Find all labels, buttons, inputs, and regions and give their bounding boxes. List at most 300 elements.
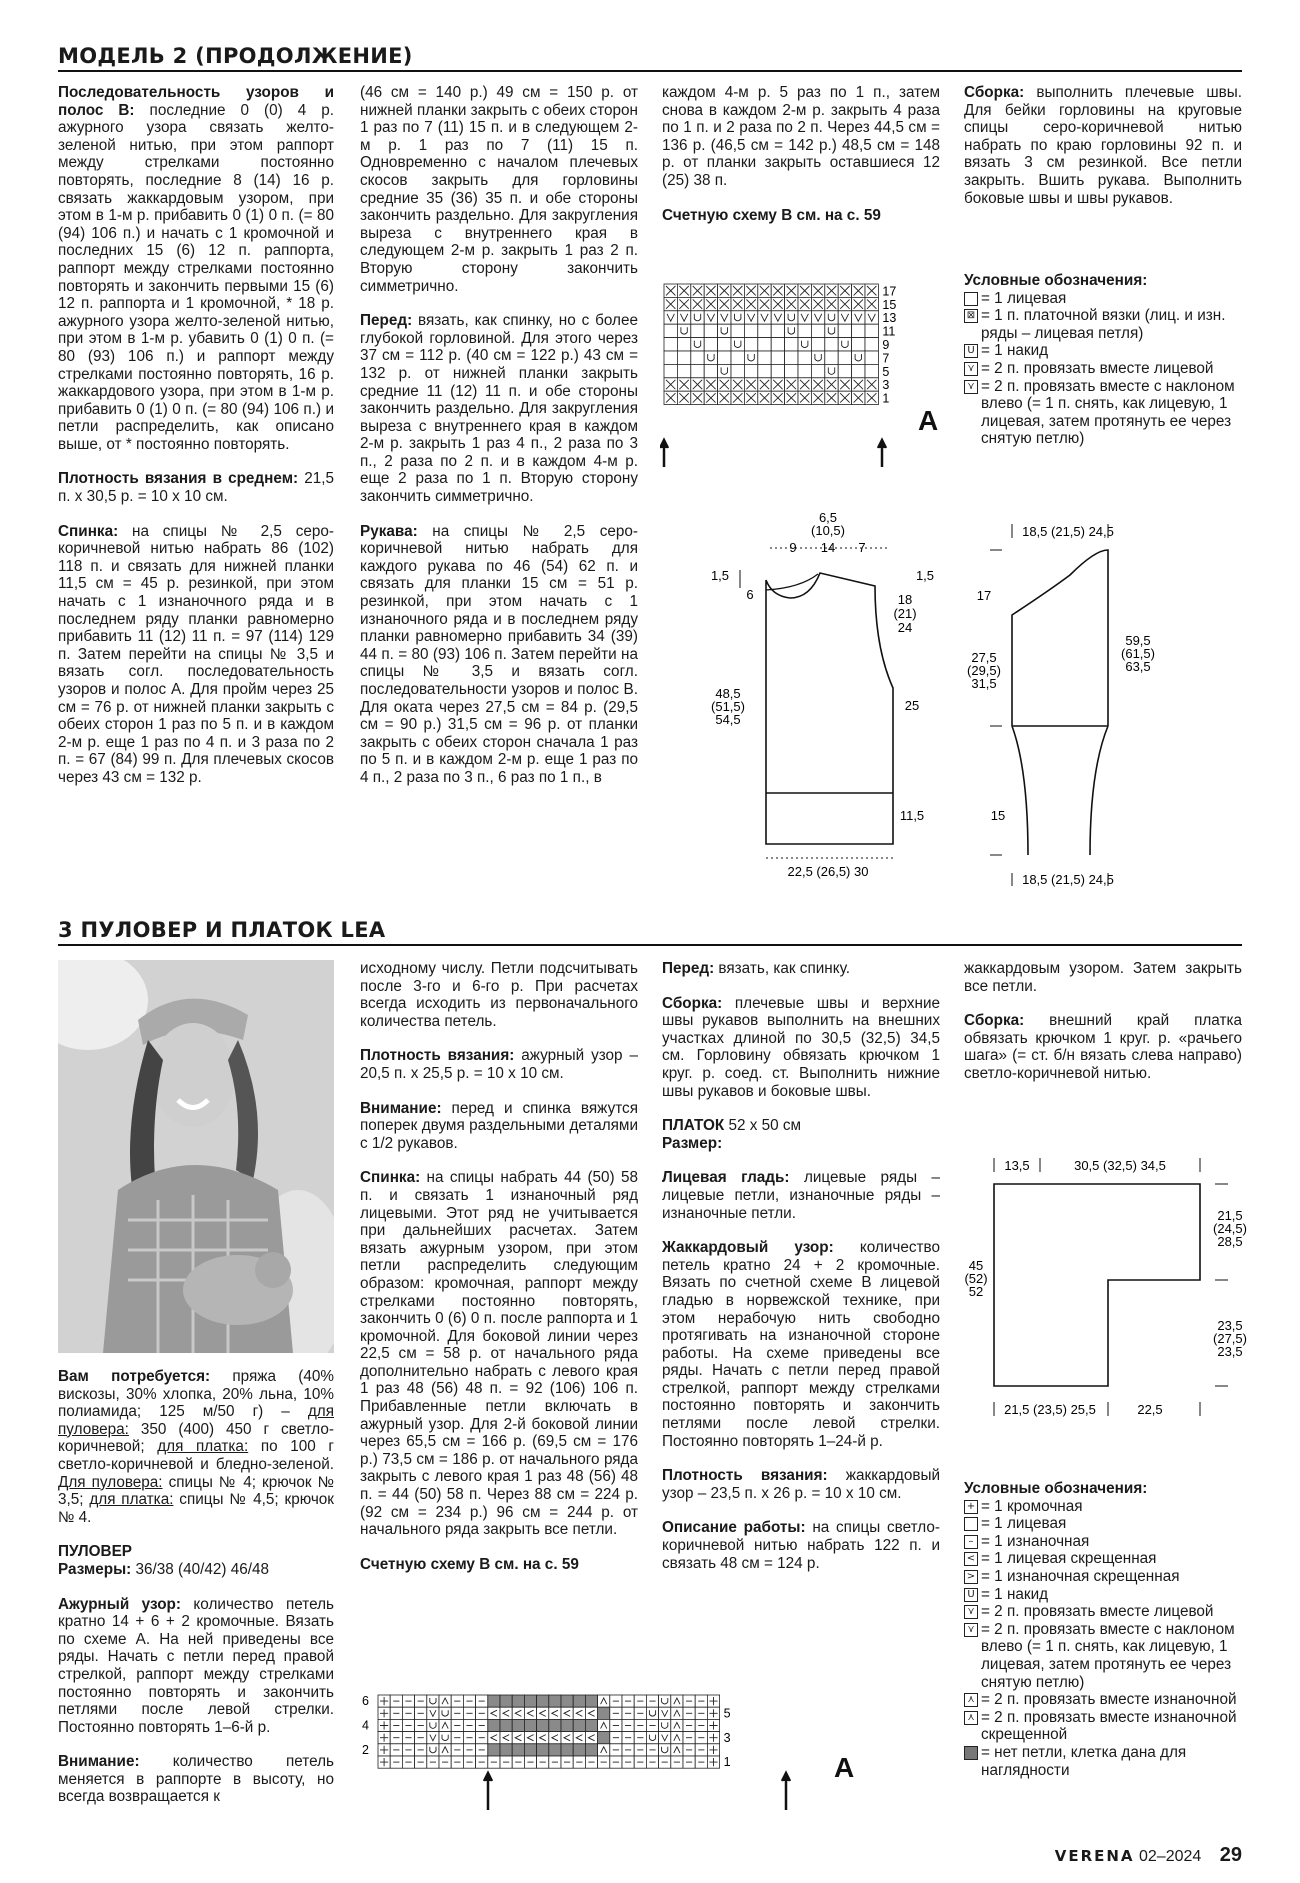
legend-symbol-icon: U <box>964 1588 978 1602</box>
section1-chart-row-labels <box>882 284 896 405</box>
chart-cell <box>561 1695 573 1707</box>
chart-cell <box>771 324 784 337</box>
sleeve-l17: 17 <box>976 588 992 603</box>
legend-item <box>964 360 1242 378</box>
paragraph <box>360 1047 638 1082</box>
chart-cell <box>561 1719 573 1731</box>
row-number: 1 <box>723 1755 731 1770</box>
row-number: 5 <box>882 364 890 379</box>
magazine-brand: VERENA <box>1054 1847 1135 1865</box>
chart-cell <box>512 1719 524 1731</box>
legend-item <box>964 1603 1242 1621</box>
legend-title: Условные обозначения: <box>964 272 1148 289</box>
dim-width: 22,5 (26,5) 30 <box>787 864 869 879</box>
chart-cell <box>731 324 744 337</box>
section1-chart-a <box>660 282 950 482</box>
legend-text: = 2 п. провязать вместе лицевой <box>981 1603 1214 1621</box>
chart-cell <box>549 1719 561 1731</box>
chart-cell <box>659 1719 671 1731</box>
chart-cell <box>785 351 798 364</box>
chart-cell <box>671 1744 683 1756</box>
text-run: Счетную схему В см. на с. 59 <box>662 206 881 224</box>
chart-cell <box>439 1732 451 1744</box>
sleeve-l295: (29,5) <box>967 663 1001 678</box>
neck-curve <box>766 574 818 590</box>
row-number: 11 <box>882 324 896 339</box>
chart-cell <box>811 351 824 364</box>
section1-chart-letter: A <box>918 405 939 436</box>
paragraph <box>58 470 334 505</box>
text-run: Размер: <box>662 1134 723 1152</box>
chart-cell <box>427 1695 439 1707</box>
chart-cell <box>825 351 838 364</box>
legend-symbol-icon: U <box>964 344 978 358</box>
sleeve-r595: 59,5 <box>1125 633 1151 648</box>
chart-cell <box>785 324 798 337</box>
chart-cell <box>677 364 690 377</box>
legend-title: Условные обозначения: <box>964 1480 1148 1497</box>
chart-cell <box>549 1732 561 1744</box>
legend-item <box>964 1744 1242 1779</box>
shawl-l45: 45 <box>968 1258 984 1273</box>
chart-cell <box>798 338 811 351</box>
paragraph <box>964 84 1242 207</box>
chart-cell <box>500 1707 512 1719</box>
chart-cell <box>798 324 811 337</box>
chart-cell <box>512 1707 524 1719</box>
text-run: Спинка: <box>360 1169 421 1187</box>
text-run: Вам потребуется: <box>58 1368 211 1385</box>
section2-legend <box>964 1480 1242 1779</box>
section2-chart-grid <box>378 1695 720 1768</box>
chart-cell <box>524 1719 536 1731</box>
chart-cell <box>427 1707 439 1719</box>
shawl-r235: 23,5 <box>1217 1318 1243 1333</box>
chart-cell <box>664 324 677 337</box>
chart-cell <box>865 364 878 377</box>
legend-text: = 1 накид <box>981 342 1049 360</box>
text-run: 52 х 50 см <box>724 1117 802 1135</box>
paragraph <box>58 523 334 787</box>
legend-item <box>964 1515 1242 1533</box>
chart-cell <box>744 324 757 337</box>
chart-cell <box>585 1707 597 1719</box>
section2-chart-a <box>356 1665 876 1830</box>
legend-item <box>964 1709 1242 1744</box>
chart-cell <box>852 324 865 337</box>
shawl-r245: (24,5) <box>1213 1221 1247 1236</box>
paragraph <box>58 1561 334 1579</box>
text-run: Для пуловера: <box>58 1473 163 1491</box>
text-run: 36/38 (40/42) 46/48 <box>131 1560 270 1578</box>
dim-left-shoulder: 9 <box>789 540 797 555</box>
legend-text: = нет петли, клетка дана для наглядности <box>981 1743 1187 1779</box>
chart-cell <box>758 351 771 364</box>
chart-cell <box>691 338 704 351</box>
chart-cell <box>500 1744 512 1756</box>
text-run: Лицевая гладь: <box>662 1169 790 1187</box>
chart-cell <box>659 1744 671 1756</box>
section1-column-2 <box>360 84 638 804</box>
chart-cell <box>659 1695 671 1707</box>
dim-h485: 48,5 <box>715 686 741 701</box>
chart-cell <box>664 338 677 351</box>
text-run: Счетную схему В см. на с. 59 <box>360 1555 579 1573</box>
sleeve-l15: 15 <box>990 808 1006 823</box>
chart-cell <box>744 351 757 364</box>
text-run: Перед: <box>360 312 413 330</box>
text-run: лицевые ряды – лицевые петли, изнаночные ряды – изнаночные петли. <box>662 1169 941 1222</box>
shawl-r285: 28,5 <box>1217 1234 1243 1249</box>
chart-cell <box>598 1744 610 1756</box>
chart-cell <box>537 1719 549 1731</box>
dim-r25: 25 <box>904 698 920 713</box>
text-run: Плотность вязания: <box>662 1467 828 1485</box>
page-number: 29 <box>1219 1844 1242 1866</box>
chart-cell <box>488 1744 500 1756</box>
chart-cell <box>439 1744 451 1756</box>
legend-item <box>964 1568 1242 1586</box>
section1-title: МОДЕЛЬ 2 (ПРОДОЛЖЕНИЕ) <box>58 44 413 68</box>
chart-cell <box>573 1719 585 1731</box>
legend-symbol-icon: < <box>964 1552 978 1566</box>
paragraph <box>360 1556 638 1574</box>
shawl-b225: 22,5 <box>1137 1402 1163 1417</box>
text-run: (46 см = 140 р.) 49 см = 150 р. от нижней планки закрыть с обеих сторон 1 раз по 7 (11) 15 п. и в следующем 2-м р. 1 раз по 7 (11) 15 п. Одновременно с началом плечевых скосов закрыть для горловины средние 35 (36) 35 п. и обе стороны закончить раздельно. Для закругления выреза с внутреннего края в следующем 2-м р. закрыть 1 раз 2 п. Вторую сторону закончить симметрично. <box>360 84 638 295</box>
text-run: пряжа (40% вискозы, 30% хлопка, 20% льна, 10% полиамида; 125 м/50 г) – <box>58 1368 334 1421</box>
chart-cell <box>744 338 757 351</box>
dim-r21: (21) <box>893 606 917 621</box>
legend-text: = 1 изнаночная <box>981 1532 1090 1550</box>
paragraph <box>58 84 334 453</box>
dim-right-shoulder: 7 <box>858 540 866 555</box>
legend-symbol-icon: ⋏ <box>964 1711 978 1725</box>
section2-chart-letter: A <box>834 1752 855 1783</box>
section2-column-2 <box>360 960 638 1590</box>
legend-text: = 2 п. провязать вместе лицевой <box>981 359 1214 377</box>
chart-cell <box>439 1695 451 1707</box>
text-run: Рукава: <box>360 522 418 540</box>
chart-cell <box>659 1707 671 1719</box>
section2-title: 3 ПУЛОВЕР И ПЛАТОК LEA <box>58 918 386 942</box>
row-number: 15 <box>882 297 897 312</box>
chart-cell <box>811 364 824 377</box>
paragraph <box>360 960 638 1030</box>
model-photo <box>58 960 334 1353</box>
text-run: спицы № 4; крючок № 3,5; <box>58 1473 334 1509</box>
chart-cell <box>838 324 851 337</box>
legend-symbol-icon: > <box>964 1570 978 1584</box>
legend-item <box>964 1691 1242 1709</box>
text-run: Внимание: <box>360 1099 442 1117</box>
dim-h515: (51,5) <box>711 699 745 714</box>
chart-cell <box>427 1744 439 1756</box>
sleeve-top-dim: 18,5 (21,5) 24,5 <box>1022 524 1114 539</box>
chart-cell <box>512 1732 524 1744</box>
text-run: спицы № 4,5; крючок № 4. <box>58 1491 335 1526</box>
paragraph <box>360 523 638 787</box>
legend-text: = 1 кромочная <box>981 1497 1083 1515</box>
chart-cell <box>488 1719 500 1731</box>
chart-cell <box>598 1707 610 1719</box>
chart-cell <box>537 1744 549 1756</box>
chart-cell <box>691 364 704 377</box>
chart-cell <box>704 351 717 364</box>
text-run: Описание работы: <box>662 1519 806 1537</box>
text-run: исходному числу. Петли подсчитывать после 3-го и 6-го р. При расчетах всегда исходить из первоначального количества петель. <box>360 960 638 1030</box>
chart-cell <box>758 338 771 351</box>
text-run: Плотность вязания: <box>360 1047 515 1065</box>
text-run: последние 0 (0) 4 р. ажурного узора связать желто-зеленой нитью, при этом раппорт между стрелками постоянно повторять, последние 8 (14) 16 р. связать жаккардовым узором, при этом в 1-м р. прибавить 0 (1) 0 п. (= 80 (94) 106 п.) и начать с 1 кромочной и последних 15 (6) 12 п. раппорта, раппорт между стрелками постоянно повторять и закончить первыми 15 (6) 12 п. раппорта и 1 кромочной, * 18 р. ажурного узора желто-зеленой нитью, при этом в 1-м р. убавить 0 (1) 0 п. (= 80 (93) 106 п.) и раппорт между стрелками постоянно повторять, 16 р. жаккардового узора, при этом в 1-м р. прибавить 0 (1) 0 п. (= 80 (94) 106 п.) и петли распределить, как описано выше, от * постоянно повторять. <box>58 101 334 453</box>
legend-text: = 2 п. провязать вместе с наклоном влево (= 1 п. снять, как лицевую, 1 лицевая, затем протянуть ее через снятую петлю) <box>981 1620 1235 1691</box>
chart-cell <box>825 364 838 377</box>
chart-cell <box>549 1707 561 1719</box>
shawl-l52a: (52) <box>964 1271 988 1286</box>
chart-cell <box>549 1695 561 1707</box>
chart-cell <box>671 1732 683 1744</box>
legend-text: = 1 лицевая скрещенная <box>981 1550 1157 1568</box>
paragraph <box>58 1368 334 1526</box>
chart-cell <box>838 338 851 351</box>
chart-cell <box>677 351 690 364</box>
left-arrow <box>782 1773 790 1810</box>
chart-cell <box>573 1732 585 1744</box>
legend-symbol-icon: – <box>964 1535 978 1549</box>
chart-cell <box>598 1732 610 1744</box>
sleeve-schematic <box>960 520 1220 890</box>
paragraph <box>58 1596 334 1737</box>
text-run: ПУЛОВЕР <box>58 1543 133 1561</box>
chart-cell <box>585 1744 597 1756</box>
chart-cell <box>500 1695 512 1707</box>
chart-cell <box>731 311 744 324</box>
text-run: для пуловера: <box>58 1403 334 1438</box>
dim-top: 6,5 <box>818 510 838 525</box>
sleeve-l315: 31,5 <box>971 676 997 691</box>
sleeve-r635: 63,5 <box>1125 659 1151 674</box>
chart-cell <box>439 1707 451 1719</box>
chart-cell <box>825 324 838 337</box>
chart-cell <box>838 364 851 377</box>
paragraph <box>662 84 940 190</box>
row-number: 17 <box>882 284 897 299</box>
chart-cell <box>659 1732 671 1744</box>
model-photo-drawing <box>58 960 334 1353</box>
text-run: внешний край платка обвязать крючком 1 круг. р. «рачьего шага» (= ст. б/н вязать слева направо) светло-коричневой нитью. <box>964 1012 1242 1082</box>
sleeve-bottom-dim: 18,5 (21,5) 24,5 <box>1022 872 1114 887</box>
text-run: Жаккардовый узор: <box>662 1239 834 1257</box>
legend-symbol-icon: + <box>964 1500 978 1514</box>
chart-cell <box>825 338 838 351</box>
chart-cell <box>825 311 838 324</box>
section1-rule <box>58 70 1242 72</box>
chart-cell <box>585 1719 597 1731</box>
chart-cell <box>691 351 704 364</box>
text-run: 21,5 п. х 30,5 р. = 10 х 10 см. <box>58 470 334 506</box>
row-number: 4 <box>362 1718 369 1733</box>
legend-symbol-icon <box>964 292 978 306</box>
legend-text: = 2 п. провязать вместе изнаночной <box>981 1691 1237 1709</box>
body-schematic <box>700 508 955 893</box>
chart-cell <box>811 338 824 351</box>
shawl-t135: 13,5 <box>1004 1158 1030 1173</box>
chart-cell <box>731 351 744 364</box>
chart-cell <box>598 1719 610 1731</box>
paragraph <box>662 960 940 978</box>
legend-symbol-icon: ⋎ <box>964 1623 978 1637</box>
text-run: Размеры: <box>58 1560 132 1578</box>
dim-r24: 24 <box>897 620 913 635</box>
text-run: каждом 4-м р. 5 раз по 1 п., затем снова в каждом 2-м р. закрыть 4 раза по 1 п. и 2 раза по 2 п. Через 44,5 см = 136 р. (46,5 см = 142 р.) 48,5 см = 148 р. от планки закрыть оставшиеся 12 (25) 38 п. <box>662 84 940 189</box>
chart-cell <box>771 338 784 351</box>
text-run: Ажурный узор: <box>58 1595 181 1613</box>
dim-h545: 54,5 <box>715 712 741 727</box>
legend-item <box>964 1550 1242 1568</box>
text-run: Внимание: <box>58 1753 140 1771</box>
chart-cell <box>427 1719 439 1731</box>
dim-r115: 11,5 <box>899 808 925 823</box>
chart-cell <box>731 338 744 351</box>
text-run: выполнить плечевые швы. Для бейки горловины на круговые спицы серо-коричневой нитью набрать по краю горловины 92 п. и вязать 3 см резинкой. Все петли закрыть. Вшить рукава. Выполнить боковые швы и швы рукавов. <box>964 84 1242 207</box>
chart-cell <box>561 1732 573 1744</box>
chart-cell <box>500 1732 512 1744</box>
text-run: Сборка: <box>662 994 723 1012</box>
chart-cell <box>865 338 878 351</box>
text-run: Последовательность узоров и полос В: <box>58 84 334 119</box>
section2-column-4 <box>964 960 1242 1100</box>
chart-cell <box>798 351 811 364</box>
right-arrow <box>484 1773 492 1810</box>
sleeve-cap <box>1012 550 1108 726</box>
legend-text: = 1 лицевая <box>981 289 1067 307</box>
row-number: 9 <box>882 338 890 352</box>
shawl-r215: 21,5 <box>1217 1208 1243 1223</box>
dim-left-6: 6 <box>746 587 754 602</box>
paragraph <box>360 1169 638 1538</box>
text-run: вязать, как спинку, но с более глубокой горловиной. Для этого через 37 см = 112 р. (40 см = 122 р.) 43 см = 132 р. от нижней планки закрыть средние 11 (12) 11 п. и обе стороны закончить раздельно. Для закругления выреза с внутреннего края в каждом 2-м р. закрыть 1 раз 4 п., 2 раза по 3 п., 2 раза по 2 п. и в каждом 4-м р. еще 2 раза по 1 п. Вторую сторону закончить симметрично. <box>360 312 638 506</box>
paragraph <box>662 207 940 225</box>
shawl-r235b: 23,5 <box>1217 1344 1243 1359</box>
dim-right-15: 1,5 <box>915 568 935 583</box>
section2-column-3 <box>662 960 940 1589</box>
chart-cell <box>573 1707 585 1719</box>
chart-cell <box>771 351 784 364</box>
legend-item <box>964 290 1242 308</box>
chart-cell <box>677 338 690 351</box>
text-run: вязать, как спинку. <box>714 960 850 977</box>
sleeve-l275: 27,5 <box>971 650 997 665</box>
section2-rule <box>58 944 1242 946</box>
chart-cell <box>646 1732 658 1744</box>
legend-symbol-icon <box>964 1517 978 1531</box>
paragraph <box>662 1169 940 1222</box>
legend-item <box>964 342 1242 360</box>
chart-cell <box>785 364 798 377</box>
body-outline <box>766 573 893 844</box>
chart-cell <box>677 324 690 337</box>
chart-cell <box>549 1744 561 1756</box>
chart-cell <box>573 1744 585 1756</box>
shawl-schematic <box>960 1140 1250 1440</box>
legend-text: = 1 накид <box>981 1585 1049 1603</box>
paragraph <box>662 1117 940 1152</box>
legend-text: = 1 лицевая <box>981 1515 1067 1533</box>
paragraph <box>360 84 638 295</box>
section1-legend <box>964 272 1242 448</box>
chart-cell <box>585 1695 597 1707</box>
chart-cell <box>524 1744 536 1756</box>
chart-cell <box>811 324 824 337</box>
text-run: на спицы светло-коричневой нитью набрать 122 п. и связать 48 см = 124 р. <box>662 1519 940 1572</box>
chart-cell <box>573 1695 585 1707</box>
paragraph <box>58 1543 334 1561</box>
paragraph <box>360 1100 638 1153</box>
chart-cell <box>439 1719 451 1731</box>
chart-cell <box>537 1732 549 1744</box>
chart-cell <box>785 338 798 351</box>
section1-chart-grid <box>664 284 878 405</box>
chart-cell <box>512 1744 524 1756</box>
chart-cell <box>852 351 865 364</box>
dim-r18: 18 <box>897 592 913 607</box>
text-run: на спицы № 2,5 серо-коричневой нитью набрать 86 (102) 118 п. и связать для нижней планки 11,5 см = 45 р. резинкой, при этом начать с 1 изнаночного ряда и в последнем ряду планки равномерно прибавить 11 (12) 11 п. = 97 (114) 129 п. Затем перейти на спицы № 3,5 и вязать согл. последовательность узоров и полос А. Для пройм через 25 см = 76 р. от нижней планки закрыть с обеих сторон 1 раз по 5 п. и в каждом 2-м р. еще 1 раз по 4 п. и 3 раза по 2 п. = 67 (84) 99 п. Для плечевых скосов через 43 см = 132 р. <box>58 522 334 786</box>
text-run: Перед: <box>662 960 715 977</box>
text-run: количество петель меняется в раппорте в высоту, но всегда возвращается к <box>58 1753 334 1806</box>
dim-top2: (10,5) <box>811 523 845 538</box>
chart-cell <box>718 351 731 364</box>
text-run: количество петель кратно 14 + 6 + 2 кромочные. Вязать по схеме А. На ней приведены все ряды. Начать с петли перед правой стрелкой, раппорт между стрелками постоянно повторять и закончить петлями после левой стрелки. Постоянно повторять 1–6-й р. <box>58 1595 334 1736</box>
text-run: 350 (400) 450 г светло-коричневой; <box>58 1420 334 1456</box>
legend-text: = 1 изнаночная скрещенная <box>981 1567 1180 1585</box>
chart-cell <box>704 338 717 351</box>
text-run: ПЛАТОК <box>662 1117 725 1135</box>
chart-cell <box>537 1707 549 1719</box>
chart-cell <box>524 1732 536 1744</box>
dim-top3: 14 <box>820 540 836 555</box>
chart-cell <box>771 364 784 377</box>
paragraph <box>662 1467 940 1502</box>
paragraph <box>58 1753 334 1806</box>
dim-left-15: 1,5 <box>710 568 730 583</box>
shawl-r275: (27,5) <box>1213 1331 1247 1346</box>
text-run: на спицы № 2,5 серо-коричневой нитью набрать для каждого рукава по 46 (54) 62 п. и связать для планки 15 см = 51 р. резинкой, при этом начать с 1 изнаночного ряда и в последнем ряду планки равномерно прибавить 34 (39) 44 п. = 80 (93) 106 п. Затем перейти на спицы № 3,5 и вязать согл. последовательности узоров и полос В. Для оката через 27,5 см = 84 р. (29,5 см = 90 р.) 31,5 см = 96 р. от планки закрыть с обеих сторон сначала 1 раз по 5 п. и в каждом 2-м р. еще 1 раз по 4 п., 2 раза по 3 п., 6 раз по 1 п., в <box>360 522 638 786</box>
chart-cell <box>664 351 677 364</box>
text-run: ажурный узор – 20,5 п. х 25,5 р. = 10 х 10 см. <box>360 1047 638 1082</box>
chart-cell <box>785 311 798 324</box>
legend-item <box>964 307 1242 342</box>
legend-symbol-icon: ⊠ <box>964 309 978 323</box>
text-run: жаккардовый узор – 23,5 п. х 26 р. = 10 х 10 см. <box>662 1467 940 1502</box>
sleeve-cuff <box>1012 726 1108 855</box>
paragraph <box>360 312 638 506</box>
chart-cell <box>718 364 731 377</box>
legend-symbol-icon: ⋎ <box>964 380 978 394</box>
text-run: по 100 г светло-коричневой и бледно-зеленой. <box>58 1438 334 1473</box>
chart-cell <box>598 1695 610 1707</box>
chart-cell <box>838 351 851 364</box>
paragraph <box>662 995 940 1101</box>
row-number: 5 <box>723 1706 731 1721</box>
chart-cell <box>524 1695 536 1707</box>
chart-cell <box>561 1744 573 1756</box>
chart-cell <box>585 1732 597 1744</box>
section1-column-3 <box>662 84 940 241</box>
legend-item <box>964 1586 1242 1604</box>
chart-cell <box>664 364 677 377</box>
chart-cell <box>561 1707 573 1719</box>
text-run: жаккардовым узором. Затем закрыть все петли. <box>964 960 1242 995</box>
chart-cell <box>852 364 865 377</box>
